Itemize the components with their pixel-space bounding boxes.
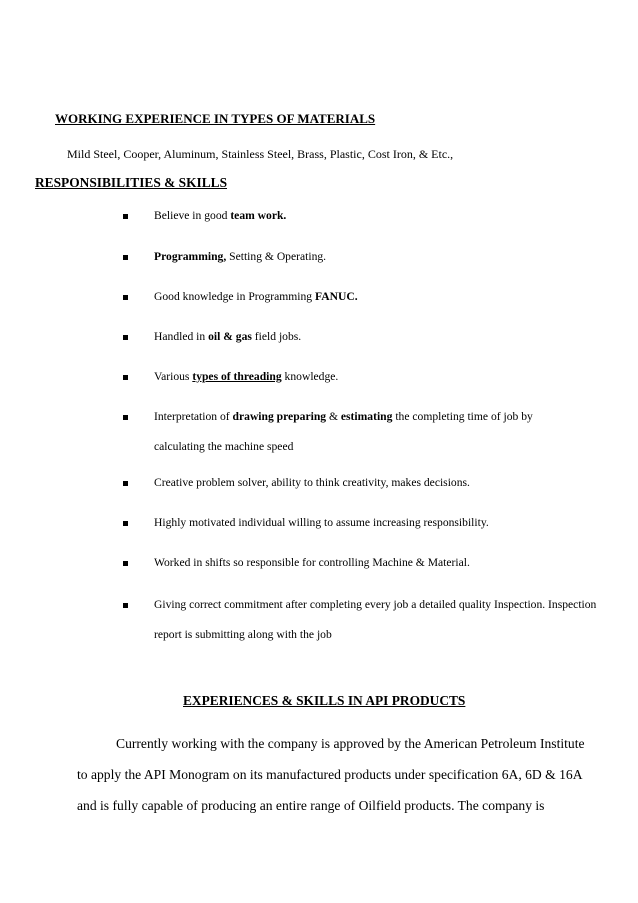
responsibility-text: Good knowledge in Programming	[154, 290, 316, 303]
responsibility-text: Interpretation of	[154, 410, 233, 423]
responsibility-text: field jobs.	[251, 330, 302, 343]
responsibility-item	[154, 556, 470, 569]
responsibility-item	[154, 290, 358, 303]
api-paragraph-line: to apply the API Monogram on its manufactured products under specification 6A, 6D & 16A	[77, 767, 583, 782]
responsibility-item	[154, 250, 326, 263]
responsibility-item	[154, 370, 338, 383]
responsibility-text: Creative problem solver, ability to think creativity, makes decisions.	[154, 476, 470, 489]
responsibility-text: &	[326, 410, 341, 423]
responsibility-text: team work.	[230, 209, 287, 222]
responsibility-text: the completing time of job by	[392, 410, 533, 423]
materials-heading: WORKING EXPERIENCE IN TYPES OF MATERIALS	[55, 111, 376, 126]
bullet-square-icon	[123, 295, 128, 300]
responsibility-text: FANUC.	[315, 290, 358, 303]
responsibility-item	[154, 410, 533, 423]
responsibility-item	[154, 476, 470, 489]
responsibility-item	[154, 598, 596, 611]
bullet-square-icon	[123, 375, 128, 380]
api-heading: EXPERIENCES & SKILLS IN API PRODUCTS	[183, 693, 466, 708]
responsibility-text: Various	[154, 370, 193, 383]
bullet-square-icon	[123, 214, 128, 219]
bullet-square-icon	[123, 561, 128, 566]
bullet-square-icon	[123, 335, 128, 340]
responsibility-continuation: calculating the machine speed	[154, 440, 294, 453]
bullet-square-icon	[123, 603, 128, 608]
responsibility-text: knowledge.	[281, 370, 339, 383]
responsibility-continuation: report is submitting along with the job	[154, 628, 332, 641]
responsibility-text: Highly motivated individual willing to assume increasing responsibility.	[154, 516, 489, 529]
responsibility-text: Setting & Operating.	[226, 250, 327, 263]
bullet-square-icon	[123, 255, 128, 260]
bullet-square-icon	[123, 415, 128, 420]
responsibility-item	[154, 516, 489, 529]
responsibility-item	[154, 209, 286, 222]
responsibility-text: drawing preparing	[232, 410, 327, 423]
bullet-square-icon	[123, 481, 128, 486]
materials-list: Mild Steel, Cooper, Aluminum, Stainless Steel, Brass, Plastic, Cost Iron, & Etc.,	[67, 147, 454, 161]
responsibility-item	[154, 330, 301, 343]
bullet-square-icon	[123, 521, 128, 526]
responsibility-text: types of threading	[192, 370, 282, 383]
api-paragraph-line: Currently working with the company is approved by the American Petroleum Institute	[116, 736, 585, 751]
responsibility-text: oil & gas	[208, 330, 252, 343]
responsibility-text: Programming,	[154, 250, 227, 263]
responsibility-text: estimating	[340, 410, 393, 423]
api-paragraph-line: and is fully capable of producing an entire range of Oilfield products. The company is	[77, 798, 545, 813]
responsibilities-heading: RESPONSIBILITIES & SKILLS	[35, 175, 228, 190]
responsibility-text: Worked in shifts so responsible for controlling Machine & Material.	[154, 556, 470, 569]
responsibility-text: Believe in good	[154, 209, 231, 222]
responsibility-text: Handled in	[154, 330, 209, 343]
responsibility-text: Giving correct commitment after completing every job a detailed quality Inspection. Inspection	[154, 598, 597, 611]
